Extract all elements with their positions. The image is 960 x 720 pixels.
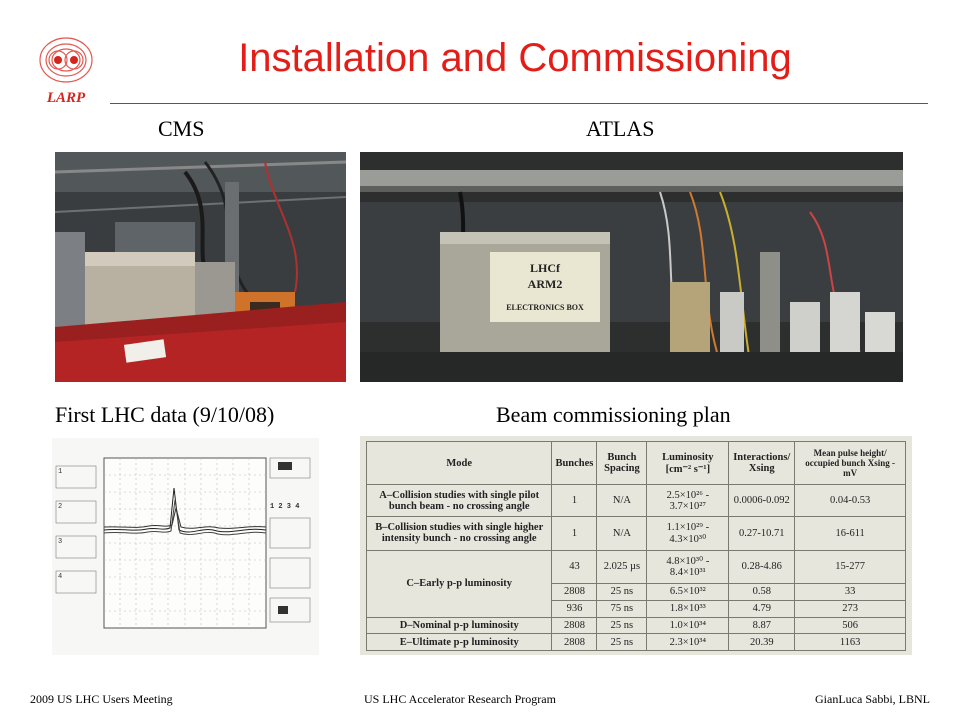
scope-marker-digits: 1 2 3 4 [270, 503, 300, 511]
cell-pulse: 1163 [795, 634, 906, 651]
cell-mode: A–Collision studies with single pilot bunch beam - no crossing angle [367, 485, 552, 517]
cell-interactions: 0.58 [729, 584, 795, 601]
cell-pulse: 33 [795, 584, 906, 601]
cell-pulse: 15-277 [795, 550, 906, 583]
table-header-row [367, 442, 906, 485]
cell-bunches: 2808 [552, 617, 597, 634]
scope-channel-2: 2 [58, 503, 63, 511]
atlas-box-label-line3: ELECTRONICS BOX [506, 303, 584, 312]
cell-bunches: 936 [552, 600, 597, 617]
cell-luminosity: 1.1×10²⁹ - 4.3×10³⁰ [647, 517, 729, 550]
cell-luminosity: 1.8×10³³ [647, 600, 729, 617]
cell-interactions: 4.79 [729, 600, 795, 617]
larp-logo [36, 34, 96, 109]
cell-interactions: 0.0006-0.092 [729, 485, 795, 517]
cms-installation-photo [55, 152, 346, 382]
header-luminosity: Luminosity [cm⁻² s⁻¹] [647, 442, 729, 485]
cell-bunches: 1 [552, 517, 597, 550]
cell-pulse: 16-611 [795, 517, 906, 550]
caption-atlas: ATLAS [586, 116, 655, 141]
beam-commissioning-table-panel [360, 436, 912, 655]
header-mean-pulse: Mean pulse height/ occupied bunch Xsing - mV [795, 442, 906, 485]
cell-mode: B–Collision studies with single higher intensity bunch - no crossing angle [367, 517, 552, 550]
table-row [367, 617, 906, 634]
slide-title: Installation and Commissioning [238, 36, 792, 80]
cell-luminosity: 1.0×10³⁴ [647, 617, 729, 634]
caption-first-lhc-data: First LHC data (9/10/08) [55, 402, 275, 427]
cell-spacing: 25 ns [597, 634, 647, 651]
cell-bunches: 1 [552, 485, 597, 517]
cell-bunches: 2808 [552, 584, 597, 601]
footer-left: 2009 US LHC Users Meeting [30, 692, 173, 706]
cell-bunches: 43 [552, 550, 597, 583]
cell-spacing: 25 ns [597, 584, 647, 601]
oscilloscope-trace-image [52, 438, 319, 655]
header-bunches: Bunches [552, 442, 597, 485]
table-row [367, 550, 906, 583]
cell-mode: E–Ultimate p-p luminosity [367, 634, 552, 651]
cell-spacing: N/A [597, 485, 647, 517]
table-row [367, 517, 906, 550]
atlas-box-label-line1: LHCf [530, 261, 560, 275]
cell-interactions: 0.27-10.71 [729, 517, 795, 550]
cell-luminosity: 2.5×10²⁶ - 3.7×10²⁷ [647, 485, 729, 517]
cell-luminosity: 6.5×10³² [647, 584, 729, 601]
cell-interactions: 0.28-4.86 [729, 550, 795, 583]
header-interactions: Interactions/ Xsing [729, 442, 795, 485]
beam-commissioning-table [366, 441, 906, 651]
caption-cms: CMS [158, 116, 205, 141]
caption-beam-commissioning-plan: Beam commissioning plan [496, 402, 731, 427]
cell-spacing: 75 ns [597, 600, 647, 617]
cell-interactions: 20.39 [729, 634, 795, 651]
cell-luminosity: 2.3×10³⁴ [647, 634, 729, 651]
atlas-installation-photo [360, 152, 903, 382]
cell-spacing: 25 ns [597, 617, 647, 634]
cell-spacing: 2.025 µs [597, 550, 647, 583]
cell-pulse: 506 [795, 617, 906, 634]
cell-luminosity: 4.8×10³⁰ - 8.4×10³¹ [647, 550, 729, 583]
header-bunch-spacing: Bunch Spacing [597, 442, 647, 485]
cell-bunches: 2808 [552, 634, 597, 651]
cell-mode: C–Early p-p luminosity [367, 550, 552, 617]
atlas-box-label-line2: ARM2 [527, 277, 563, 291]
scope-channel-1: 1 [58, 468, 63, 476]
scope-channel-4: 4 [58, 573, 63, 581]
table-row [367, 485, 906, 517]
header-mode: Mode [367, 442, 552, 485]
footer-center: US LHC Accelerator Research Program [364, 692, 556, 706]
cell-mode: D–Nominal p-p luminosity [367, 617, 552, 634]
scope-channel-3: 3 [58, 538, 63, 546]
cell-interactions: 8.87 [729, 617, 795, 634]
table-row [367, 634, 906, 651]
footer-right: GianLuca Sabbi, LBNL [815, 692, 930, 706]
larp-logo-text: LARP [46, 90, 86, 106]
title-divider [110, 103, 928, 104]
cell-spacing: N/A [597, 517, 647, 550]
larp-logo-graphic [36, 34, 96, 109]
cell-pulse: 273 [795, 600, 906, 617]
cell-pulse: 0.04-0.53 [795, 485, 906, 517]
